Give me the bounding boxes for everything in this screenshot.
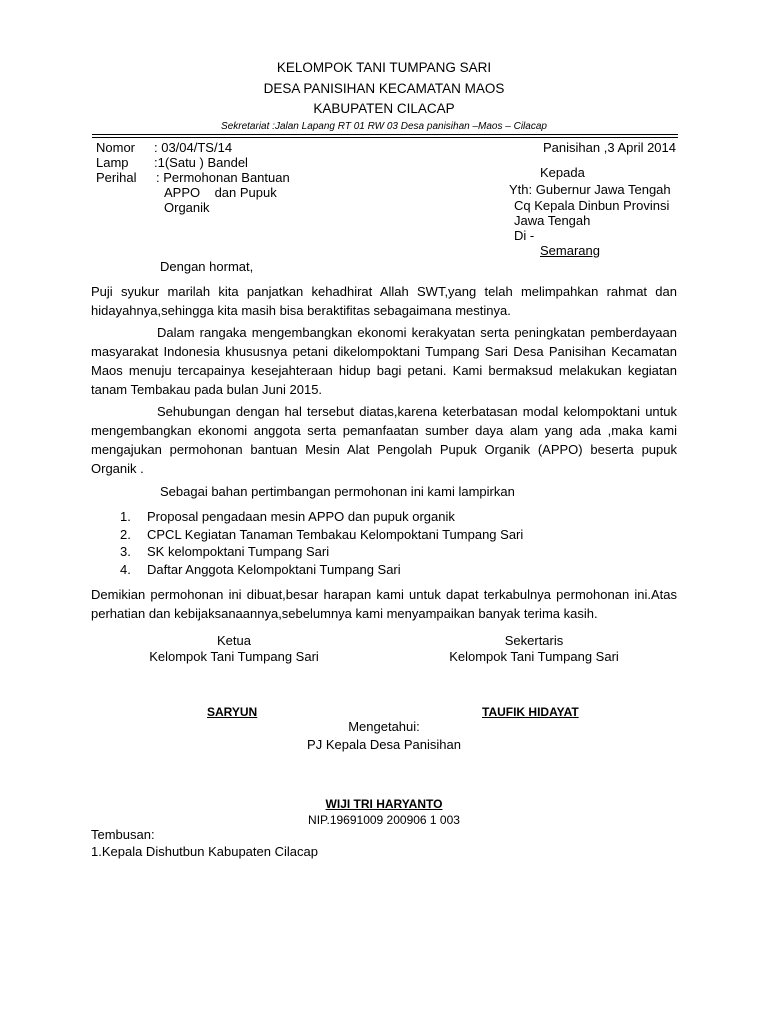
right-signatory-title: Sekertaris (504, 633, 564, 648)
attachment-number: 4. (120, 561, 131, 577)
nomor-value: : 03/04/TS/14 (154, 140, 233, 155)
perihal-label: Perihal (96, 170, 137, 185)
attachment-text: Proposal pengadaan mesin APPO dan pupuk organik (147, 509, 455, 524)
letterhead-line2: DESA PANISIHAN KECAMATAN MAOS (263, 81, 505, 96)
lamp-label: Lamp (96, 155, 129, 170)
attachment-item (120, 543, 523, 561)
attachment-number: 3. (120, 544, 131, 559)
recipient-yth: Yth: Gubernur Jawa Tengah (509, 182, 671, 197)
attachment-number: 1. (120, 509, 131, 524)
recipient-cq: Cq Kepala Dinbun Provinsi (514, 198, 670, 213)
cc-label: Tembusan: (91, 827, 155, 842)
attachment-intro: Sebagai bahan pertimbangan permohonan ini kami lampirkan (160, 484, 515, 499)
paragraph-1 (91, 282, 677, 320)
recipient-kepada: Kepada (540, 165, 585, 180)
letterhead-address: Sekretariat :Jalan Lapang RT 01 RW 03 Desa panisihan –Maos – Cilacap (221, 121, 547, 132)
perihal-line2: APPO dan Pupuk (164, 185, 277, 200)
paragraph-3 (91, 402, 677, 478)
paragraph-3-text: Sehubungan dengan hal tersebut diatas,karena keterbatasan modal kelompoktani untuk mengembangkan ekonomi anggota serta pemanfaatan sumber daya alam yang ada ,maka kami mengajukan permohonan bantuan Mesin Alat Pengolah Pupuk Organik (APPO) beserta pupuk Organik . (91, 404, 677, 476)
known-signatory-name: WIJI TRI HARYANTO (325, 797, 443, 811)
attachment-number: 2. (120, 526, 131, 542)
letterhead-rule-top (92, 134, 678, 135)
perihal-line1: : Permohonan Bantuan (156, 170, 290, 185)
paragraph-2 (91, 323, 677, 399)
paragraph-2-text: Dalam rangaka mengembangkan ekonomi kerakyatan serta peningkatan pemberdayaan masyarakat Indonesia khususnya petani dikelompoktani Tumpang Sari Desa Panisihan Kecamatan Maos menuju tercapainya kesejahteraan hidup bagi petani. Kami bermaksud melakukan kegiatan tanam Tembakau pada bulan Juni 2015. (91, 325, 677, 397)
recipient-city: Semarang (540, 243, 600, 258)
right-signatory-org: Kelompok Tani Tumpang Sari (449, 649, 619, 664)
cc-item: 1.Kepala Dishutbun Kabupaten Cilacap (91, 844, 318, 859)
letter-date: Panisihan ,3 April 2014 (543, 140, 676, 155)
known-title: PJ Kepala Desa Panisihan (307, 737, 461, 752)
greeting: Dengan hormat, (160, 259, 254, 274)
letterhead-line1: KELOMPOK TANI TUMPANG SARI (276, 60, 492, 75)
nomor-label: Nomor (96, 140, 136, 155)
left-signatory-name: SARYUN (207, 705, 258, 719)
attachment-text: Daftar Anggota Kelompoktani Tumpang Sari (147, 561, 401, 577)
right-signatory-name: TAUFIK HIDAYAT (482, 705, 579, 719)
closing-paragraph: Demikian permohonan ini dibuat,besar harapan kami untuk dapat terkabulnya permohonan ini.Atas perhatian dan kebijaksanaannya,sebelumnya kami menyampaikan banyak terima kasih. (91, 587, 677, 621)
attachment-text: CPCL Kegiatan Tanaman Tembakau Kelompoktani Tumpang Sari (147, 526, 524, 542)
attachment-item (120, 508, 523, 526)
lamp-value: :1(Satu ) Bandel (154, 155, 248, 170)
attachment-item (120, 561, 523, 579)
recipient-di: Di - (514, 228, 535, 243)
perihal-line3: Organik (164, 200, 210, 215)
left-signatory-title: Ketua (217, 633, 251, 648)
attachment-text: SK kelompoktani Tumpang Sari (147, 544, 330, 559)
letterhead-rule-bottom (92, 137, 678, 138)
letterhead-line3: KABUPATEN CILACAP (313, 101, 455, 116)
known-signatory-nip: NIP.19691009 200906 1 003 (308, 813, 460, 827)
left-signatory-org: Kelompok Tani Tumpang Sari (149, 649, 319, 664)
known-label: Mengetahui: (348, 719, 420, 734)
recipient-province: Jawa Tengah (514, 213, 591, 228)
attachment-list (120, 508, 523, 578)
paragraph-1-text: Puji syukur marilah kita panjatkan kehadhirat Allah SWT,yang telah melimpahkan rahmat dan hidayahnya,sehingga kita masih bisa beraktifitas sebagaimana mestinya. (91, 284, 677, 318)
attachment-item (120, 526, 523, 544)
